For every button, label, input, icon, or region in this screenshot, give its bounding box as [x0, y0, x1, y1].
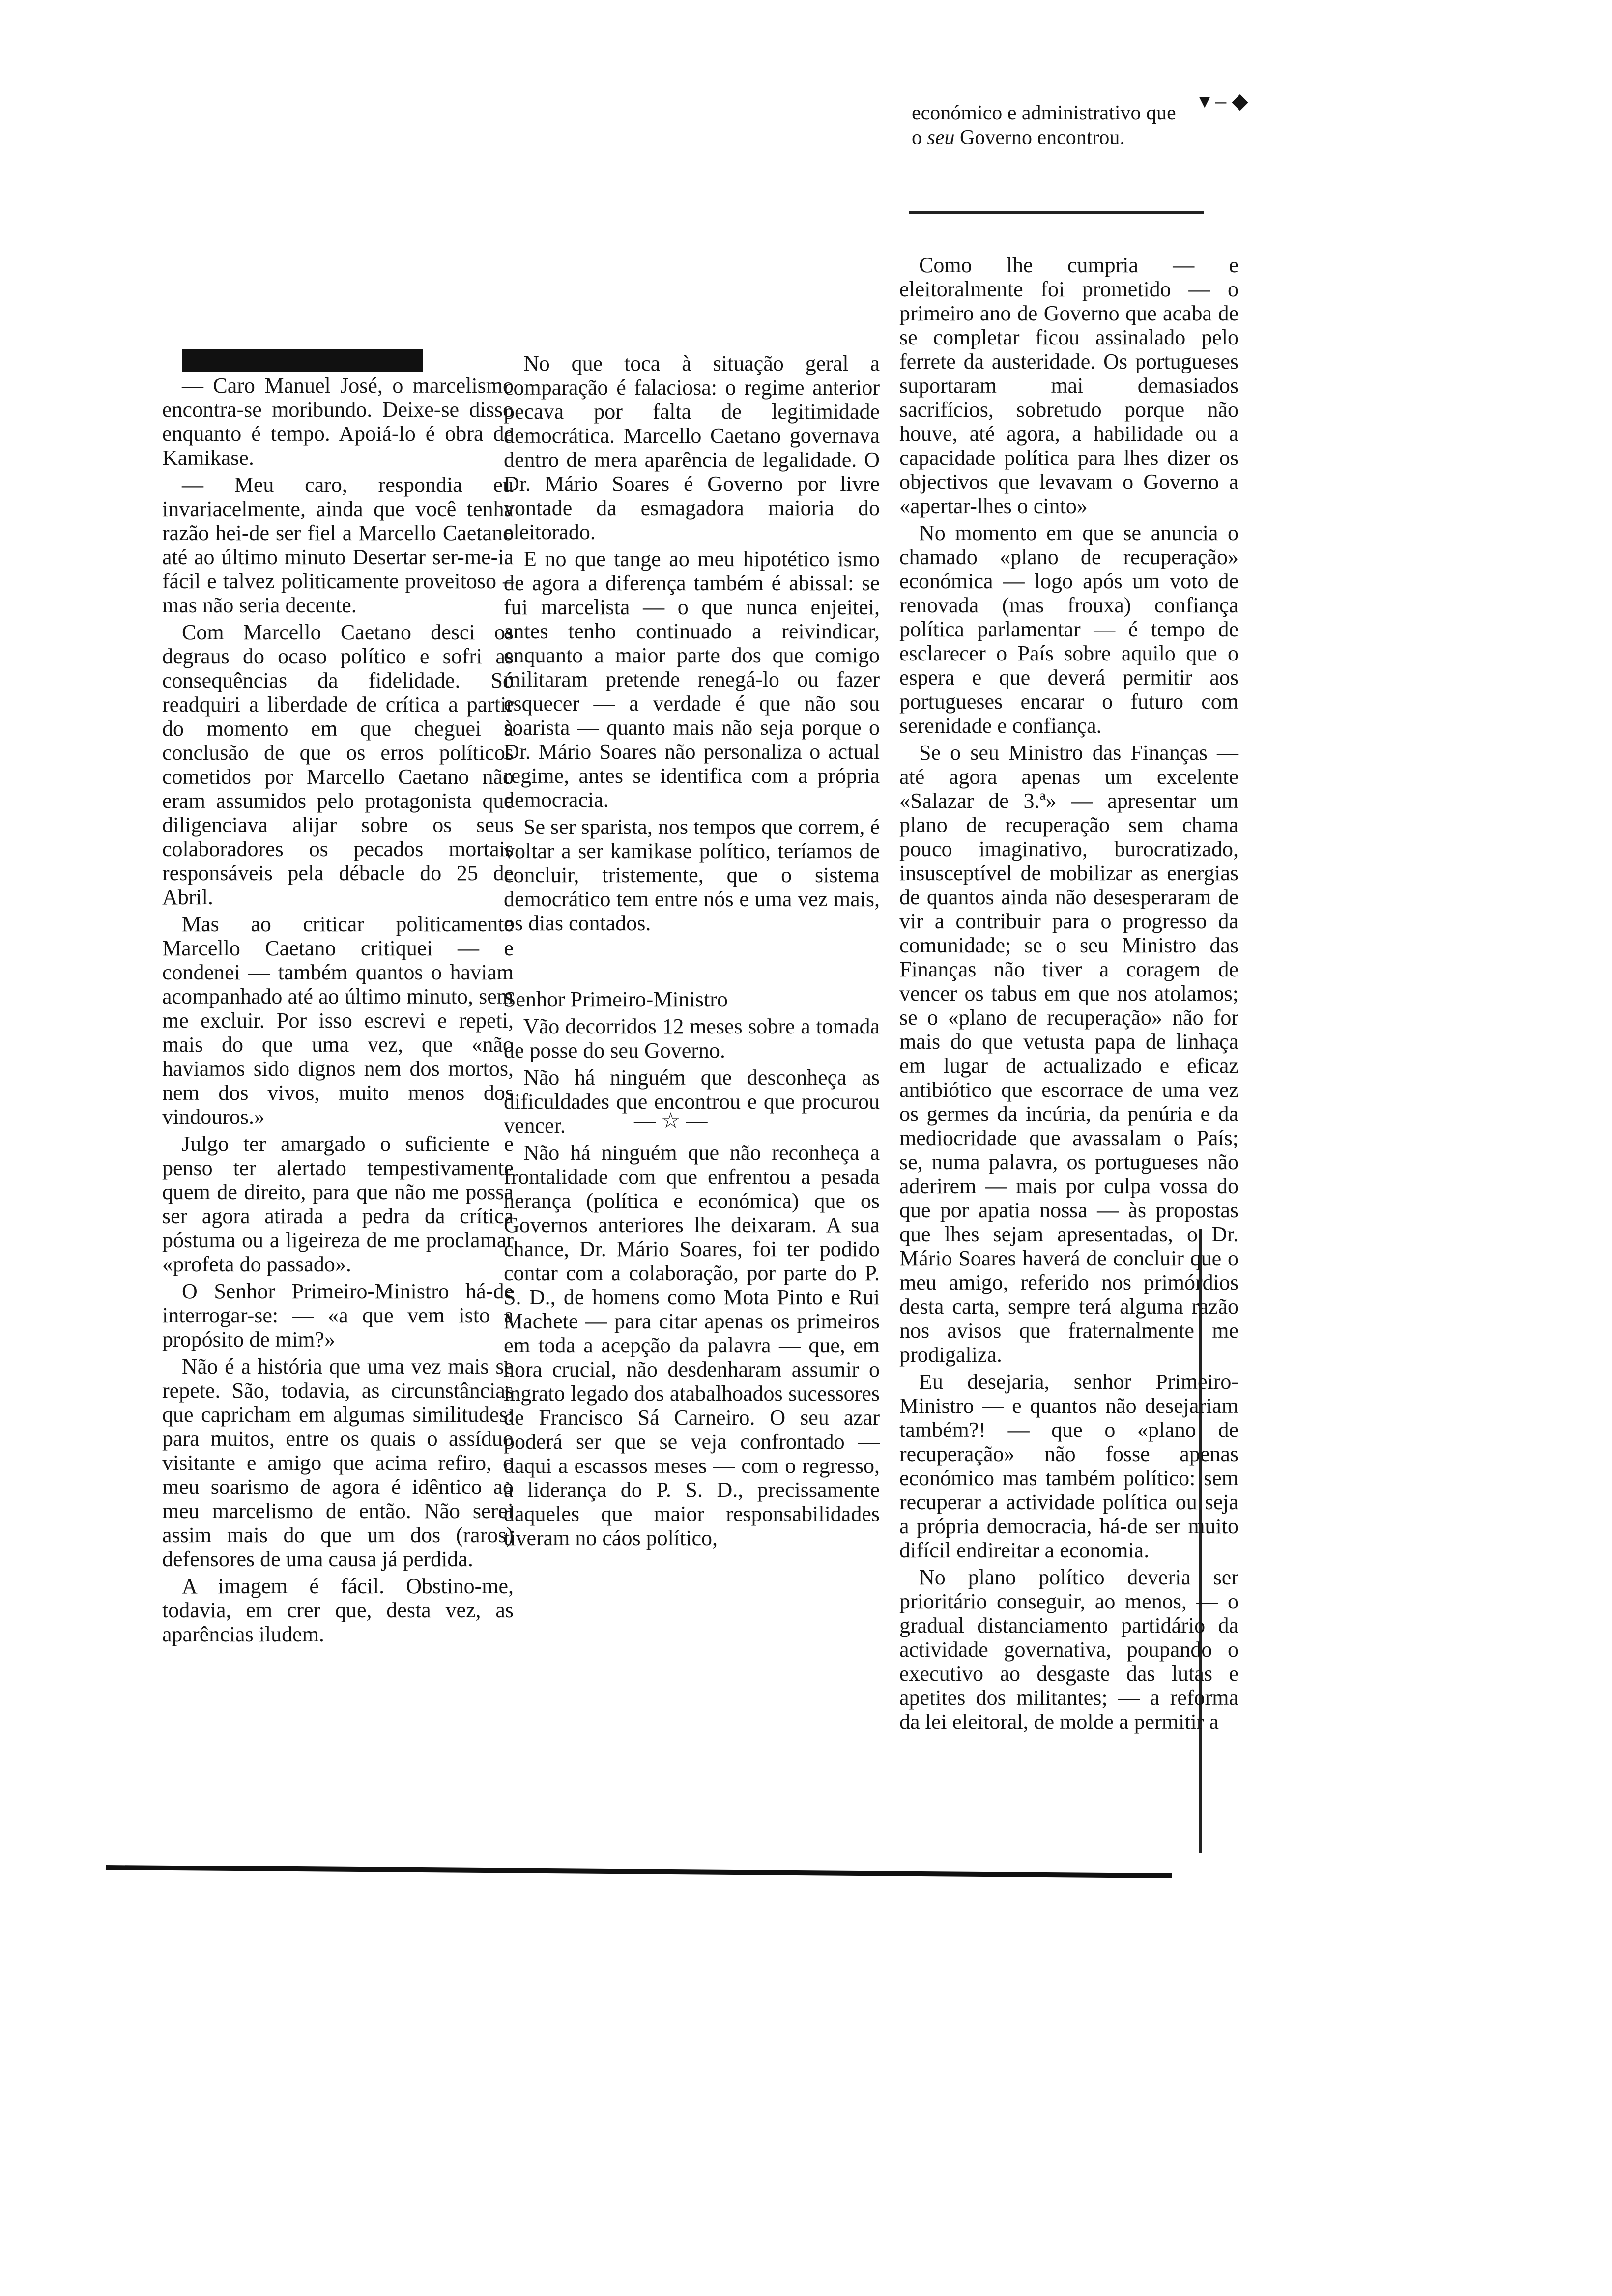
bottom-rule — [106, 1865, 1172, 1878]
col3-paragraph: Como lhe cumpria — e eleitoralmente foi prometido — o primeiro ano de Governo que acaba de se completar ficou assinalado pelo ferrete da austeridade. Os portugueses suportaram mai demasiados sacrifícios, sobretudo porque não houve, até agora, a habilidade ou a capacidade política para lhes dizer os objectivos que levavam o Governo a «apertar-lhes o cinto» — [899, 253, 1238, 518]
col1-paragraph: Julgo ter amargado o suficiente e penso ter alertado tempestivamente quem de direito, para que não me possa ser agora atirada a pedra da crítica póstuma ou a ligeireza de me proclamar «profeta do passado». — [162, 1132, 514, 1276]
col3-paragraph: Eu desejaria, senhor Primeiro-Ministro — e quantos não desejariam também?! — que o «plano de recuperação» não fosse apenas económico mas também político: sem recuperar a actividade política ou seja a própria democracia, há-de ser muito difícil endireitar a economia. — [899, 1370, 1238, 1562]
col3-paragraph: No plano político deveria ser prioritário conseguir, ao menos, — o gradual distanciamento partidário da actividade governativa, poupando o executivo ao desgaste das lutas e apetites dos militantes; — a reforma da lei eleitoral, de molde a permitir a — [899, 1565, 1238, 1734]
col2-paragraph: Não há ninguém que desconheça as dificuldades que encontrou e que procurou vencer. — [504, 1065, 880, 1138]
top-fragment-line2-post: Governo encontrou. — [954, 126, 1125, 149]
top-rule — [909, 211, 1204, 214]
col1-paragraph: Não é a história que uma vez mais se repete. São, todavia, as circunstâncias que capricham em algumas similitudes: para muitos, entre os quais o assíduo visitante e amigo que acima refiro, o meu soarismo de agora é idêntico ao meu marcelismo de então. Não serei assim mais do que um dos (raros) defensores de uma causa já perdida. — [162, 1354, 514, 1571]
corner-mark: ▾ ‒ ◆ — [1199, 89, 1248, 113]
top-fragment-line1: económico e administrativo que — [912, 102, 1176, 124]
col2-paragraph: Vão decorridos 12 meses sobre a tomada de posse do seu Governo. — [504, 1014, 880, 1062]
salutation: Senhor Primeiro-Ministro — [504, 987, 728, 1011]
col3-paragraph: Se o seu Ministro das Finanças — até agora apenas um excelente «Salazar de 3.ª» — apresentar um plano de recuperação sem chama pouco imaginativo, burocratizado, insusceptível de mobilizar as energias de quantos ainda não desesperaram de vir a contribuir para o progresso da comunidade; se o seu Ministro das Finanças não tiver a coragem de vencer os tabus em que nos atolamos; se o «plano de recuperação» não for mais do que vetusta papa de linhaça em lugar de actualizado e eficaz antibiótico que escorrace de uma vez os germes da incúria, da penúria e da mediocridade que avassalam o País; se, numa palavra, os portugueses não aderirem — mais por culpa vossa do que por apatia nossa — às propostas que lhes sejam apresentadas, o Dr. Mário Soares haverá de concluir que o meu amigo, referido nos primórdios desta carta, sempre terá alguma razão nos avisos que fraternalmente me prodigaliza. — [899, 741, 1238, 1367]
col1-paragraph: A imagem é fácil. Obstino-me, todavia, em crer que, desta vez, as aparências iludem. — [162, 1574, 514, 1646]
col1-paragraph: — Caro Manuel José, o marcelismo encontra-se moribundo. Deixe-se disso enquanto é tempo. Apoiá-lo é obra de Kamikase. — [162, 373, 514, 470]
top-fragment-line2-pre: o — [912, 126, 927, 149]
col2-paragraph: E no que tange ao meu hipotético ismo de agora a diferença também é abissal: se fui marcelista — o que nunca enjeitei, antes tenho continuado a reivindicar, enquanto a maior parte dos que comigo militaram pretende renegá-lo ou fazer esquecer — a verdade é que não sou soarista — quanto mais não seja porque o Dr. Mário Soares não personaliza o actual regime, antes se identifica com a própria democracia. — [504, 547, 880, 812]
section-header-bar — [182, 349, 423, 372]
separator-gap — [504, 938, 880, 987]
top-fragment-line2 — [912, 125, 1266, 150]
col2-paragraph: No que toca à situação geral a comparação é falaciosa: o regime anterior pecava por falta de legitimidade democrática. Marcello Caetano governava dentro de mera aparência de legalidade. O Dr. Mário Soares é Governo por livre vontade da esmagadora maioria do eleitorado. — [504, 351, 880, 544]
column-1 — [162, 373, 514, 1649]
col1-paragraph: O Senhor Primeiro-Ministro há-de interrogar-se: — «a que vem isto a propósito de mim?» — [162, 1279, 514, 1351]
top-fragment — [912, 101, 1266, 150]
col1-paragraph: Mas ao criticar politicamente Marcello Caetano critiquei — e condenei — também quantos o haviam acompanhado até ao último minuto, sem me excluir. Por isso escrevi e repeti, mais do que uma vez, que «não haviamos sido dignos nem dos mortos, nem dos vivos, muito menos dos vindouros.» — [162, 912, 514, 1129]
column-3 — [899, 253, 1238, 1737]
top-fragment-line2-emphasis: seu — [927, 126, 955, 149]
star-separator: — ☆ — — [634, 1109, 708, 1133]
col2-paragraph: Não há ninguém que não reconheça a frontalidade com que enfrentou a pesada herança (política e económica) que os Governos anteriores lhe deixaram. A sua chance, Dr. Mário Soares, foi ter podido contar com a colaboração, por parte do P. S. D., de homens como Mota Pinto e Rui Machete — para citar apenas os primeiros em toda a acepção da palavra — que, em hora crucial, não desdenharam assumir o ingrato legado dos atabalhoados sucessores de Francisco Sá Carneiro. O seu azar poderá ser que se veja confrontado — daqui a escassos meses — com o regresso, à liderança do P. S. D., precissamente daqueles que maior responsabilidades tiveram no cáos político, — [504, 1141, 880, 1550]
col1-paragraph: Com Marcello Caetano desci os degraus do ocaso político e sofri as consequências da fidelidade. Só readquiri a liberdade de crítica a partir do momento em que cheguei à conclusão de que os erros políticos cometidos por Marcello Caetano não eram assumidos pelo protagonista que diligenciava alijar sobre os seus colaboradores os pecados mortais responsáveis pela débacle do 25 de Abril. — [162, 620, 514, 909]
col3-paragraph: No momento em que se anuncia o chamado «plano de recuperação» económica — logo após um voto de renovada (mas frouxa) confiança política parlamentar — é tempo de esclarecer o País sobre aquilo que o espera e que deverá permitir aos portugueses encarar o futuro com serenidade e confiança. — [899, 521, 1238, 738]
column-2 — [504, 351, 880, 1553]
col2-paragraph: Se ser sparista, nos tempos que correm, é voltar a ser kamikase político, teríamos de concluir, tristemente, que o sistema democrático tem entre nós e uma vez mais, os dias contados. — [504, 815, 880, 935]
col1-paragraph: — Meu caro, respondia eu invariacelmente, ainda que você tenha razão hei-de ser fiel a Marcello Caetano até ao último minuto Desertar ser-me-ia fácil e talvez politicamente proveitoso – mas não seria decente. — [162, 473, 514, 617]
